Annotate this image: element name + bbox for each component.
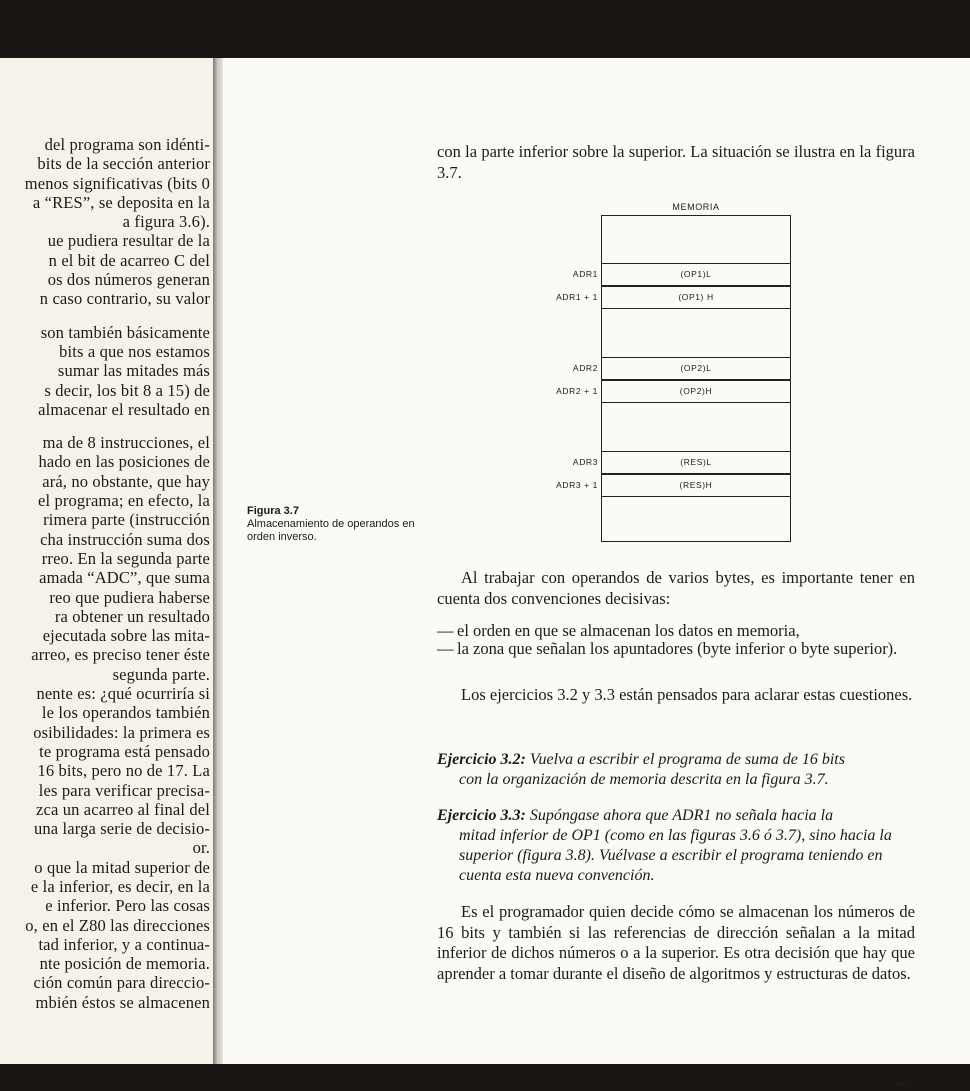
list-item	[437, 621, 915, 641]
scan-top-shadow	[0, 0, 970, 58]
memory-cell-op2-low: (OP2)L	[602, 357, 790, 380]
memory-cell-op2-high: (OP2)H	[602, 380, 790, 403]
figure-caption-text: Almacenamiento de operandos en orden inverso.	[247, 518, 415, 543]
left-page-line: ma de 8 instrucciones, el	[42, 433, 210, 453]
left-page-line: bits a que nos estamos	[59, 341, 210, 361]
list-dash: —	[437, 621, 454, 640]
left-page-line: ción común para direccio-	[33, 973, 210, 993]
list-item-text: la zona que señalan los apuntadores (byte inferior o byte superior).	[457, 639, 898, 658]
intro-paragraph: con la parte inferior sobre la superior. La situación se ilustra en la figura 3.7.	[437, 142, 915, 182]
left-page-line: el programa; en efecto, la	[37, 491, 210, 511]
left-page-line: o, en el Z80 las direcciones	[25, 915, 210, 935]
left-page-line: e la inferior, es decir, en la	[30, 876, 210, 896]
exercise-label: Ejercicio 3.2:	[437, 751, 526, 768]
left-page-line: arreo, es preciso tener éste	[31, 645, 210, 665]
address-label-adr3-plus-1: ADR3 + 1	[556, 480, 598, 490]
memory-cell-op1-high: (OP1) H	[602, 286, 790, 309]
left-page-line: tad inferior, y a continua-	[38, 934, 210, 954]
list-dash: —	[437, 639, 454, 658]
left-page-line: ra obtener un resultado	[54, 606, 210, 626]
exercise-3-3	[437, 806, 915, 886]
left-page-line: s decir, los bit 8 a 15) de	[44, 380, 210, 400]
left-page-line: les para verificar precisa-	[38, 780, 210, 800]
memory-diagram	[601, 215, 791, 542]
left-page-line: segunda parte.	[112, 664, 210, 684]
left-page-line: menos significativas (bits 0	[24, 173, 210, 193]
left-page-line: osibilidades: la primera es	[33, 722, 210, 742]
memory-cell-res-low: (RES)L	[602, 451, 790, 474]
exercise-label: Ejercicio 3.3:	[437, 807, 526, 824]
exercise-text-line1: Vuelva a escribir el programa de suma de 16 bits	[529, 751, 845, 768]
left-page-line: a figura 3.6).	[122, 212, 210, 232]
exercise-text-rest: mitad inferior de OP1 (como en las figuras 3.6 ó 3.7), sino hacia la superior (figura 3.8). Vuélvase a escribir el programa teniendo en cuenta esta nueva convención.	[459, 827, 892, 884]
exercise-text-line1: Supóngase ahora que ADR1 no señala hacia la	[529, 807, 834, 824]
left-page-line: os dos números generan	[47, 270, 210, 290]
exercise-text-rest: con la organización de memoria descrita en la figura 3.7.	[459, 771, 829, 788]
left-page-line: 16 bits, pero no de 17. La	[37, 761, 210, 781]
memory-title: MEMORIA	[672, 202, 720, 212]
address-label-adr2: ADR2	[572, 363, 598, 373]
address-label-adr3: ADR3	[572, 457, 598, 467]
left-page-line: te programa está pensado	[39, 741, 210, 761]
closing-paragraph: Es el programador quien decide cómo se almacenan los números de 16 bits y también si las referencias de dirección señalan a la mitad inferior de dichos números o a la superior. Es otra decisión que hay que aprender a tomar durante el diseño de algoritmos y estructuras de datos.	[437, 902, 915, 983]
left-page-line: e inferior. Pero las cosas	[45, 896, 210, 916]
left-page-line: n caso contrario, su valor	[39, 289, 210, 309]
left-page-text	[0, 135, 210, 1012]
left-page-line: bits de la sección anterior	[37, 154, 210, 174]
left-page-line: ue pudiera resultar de la	[47, 231, 210, 251]
exercise-3-2	[437, 750, 915, 790]
list-item	[437, 639, 915, 659]
left-page-line: mbién éstos se almacenen	[35, 992, 210, 1012]
left-page-line: a “RES”, se deposita en la	[32, 192, 210, 212]
exercises-intro-paragraph: Los ejercicios 3.2 y 3.3 están pensados para aclarar estas cuestiones.	[461, 685, 913, 704]
left-page-line: le los operandos también	[41, 703, 210, 723]
figure-caption	[247, 505, 427, 544]
address-label-adr2-plus-1: ADR2 + 1	[556, 386, 598, 396]
address-label-adr1-plus-1: ADR1 + 1	[556, 292, 598, 302]
address-label-adr1: ADR1	[572, 269, 598, 279]
right-page	[223, 58, 970, 1064]
left-page-line: son también básicamente	[40, 322, 210, 342]
left-page-line: una larga serie de decisio-	[33, 819, 210, 839]
memory-cell-res-high: (RES)H	[602, 474, 790, 497]
left-page-line: del programa son idénti-	[44, 135, 210, 154]
left-page-line: sumar las mitades más	[57, 361, 210, 381]
left-page-line: hado en las posiciones de	[38, 452, 210, 472]
left-page-line: nente es: ¿qué ocurriría si	[36, 684, 210, 704]
left-page-line: o que la mitad superior de	[34, 857, 210, 877]
left-page-line: reo que pudiera haberse	[49, 587, 210, 607]
left-page	[0, 58, 213, 1064]
left-page-line: zca un acarreo al final del	[36, 799, 210, 819]
scan-bottom-shadow	[0, 1064, 970, 1081]
figure-number: Figura 3.7	[247, 505, 299, 517]
left-page-line: rimera parte (instrucción	[43, 510, 210, 530]
memory-cell-op1-low: (OP1)L	[602, 263, 790, 286]
book-gutter	[213, 58, 223, 1064]
left-page-line: or.	[192, 838, 210, 858]
list-item-text: el orden en que se almacenan los datos en memoria,	[457, 621, 800, 640]
left-page-line: ará, no obstante, que hay	[42, 471, 210, 491]
left-page-line: amada “ADC”, que suma	[39, 568, 210, 588]
left-page-line: almacenar el resultado en	[38, 399, 210, 419]
conventions-paragraph: Al trabajar con operandos de varios bytes, es importante tener en cuenta dos convenciones decisivas:	[437, 568, 915, 608]
left-page-line: ejecutada sobre las mita-	[42, 626, 210, 646]
left-page-line: rreo. En la segunda parte	[41, 548, 210, 568]
left-page-line: nte posición de memoria.	[39, 954, 210, 974]
left-page-line: n el bit de acarreo C del	[48, 250, 210, 270]
left-page-line: cha instrucción suma dos	[40, 529, 210, 549]
